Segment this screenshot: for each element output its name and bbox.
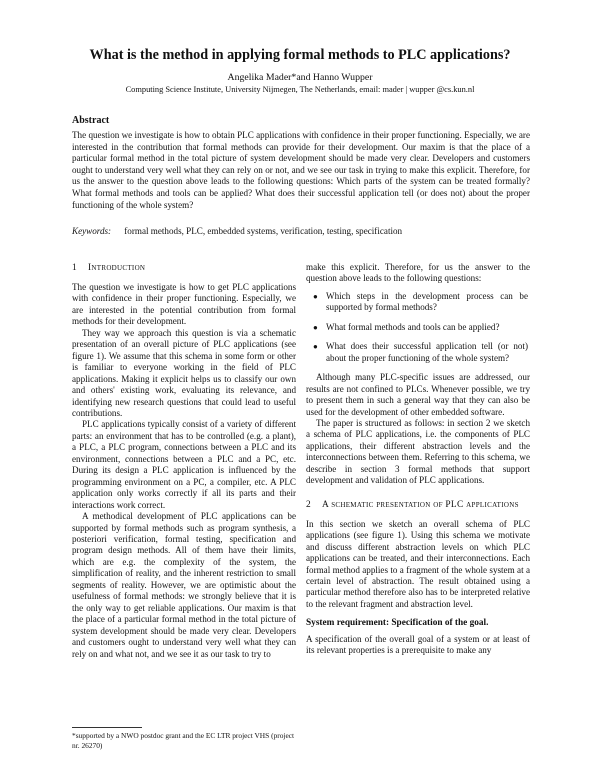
section-1-title: Introduction: [88, 263, 146, 273]
section-2-title: A schematic presentation of PLC applications: [322, 499, 519, 510]
paper-authors: Angelika Mader*and Hanno Wupper: [227, 72, 373, 83]
section-1-number: 1: [72, 263, 77, 273]
paper-title: What is the method in applying formal methods to PLC applications?: [89, 47, 511, 63]
structure-paragraph: The paper is structured as follows: in section 2 we sketch a schema of PLC applications, i.e. the components of PLC applications, their different abstraction levels and the interconnections between them. Referring to this schema, we describe in section 3 formal methods that support development and validation of PLC applications.: [306, 417, 530, 486]
keywords-label: Keywords:: [72, 226, 112, 236]
footnote: *supported by a NWO postdoc grant and the EC LTR project VHS (project nr. 26270): [72, 731, 295, 750]
section-2-paragraph: In this section we sketch an overall schema of PLC applications (see figure 1). Using this schema we motivate and discuss different abstraction levels on which PLC applications can be treated, and their interconnections. Each formal method applies to a fragment of the whole system at a certain level of abstraction. The result obtained using a particular method therefore also has to be interpreted relative to the relevant fragment and abstraction level.: [306, 518, 530, 609]
question-list: [306, 291, 530, 364]
system-requirement-paragraph: A specification of the overall goal of a system or at least of its relevant properties is a prerequisite to make any: [306, 633, 530, 656]
section-2-number: 2: [306, 499, 311, 510]
keywords-line: [72, 226, 530, 238]
intro-paragraph-3: PLC applications typically consist of a variety of different parts: an environment that has to be controlled (e.g. a plant), a PLC, a PLC program, connections between a PLC and its environment, connections between a PLC and a PC, etc. During its design a PLC application is influenced by the programming environment on a PC, a compiler, etc. A PLC application only works correctly if all its parts and their interactions work correct.: [72, 419, 296, 510]
keywords-text: formal methods, PLC, embedded systems, verification, testing, specification: [124, 226, 403, 236]
intro-continuation: make this explicit. Therefore, for us the answer to the question above leads to the following questions:: [306, 262, 530, 284]
question-item: ● What formal methods and tools can be applied?: [313, 321, 500, 332]
question-item: ● Which steps in the development process can be supported by formal methods?: [313, 290, 528, 313]
question-item: ● What does their successful application tell (or not) about the proper functioning of the whole system?: [313, 341, 528, 363]
intro-paragraph-1: The question we investigate is how to get PLC applications with confidence in their proper functioning. Especially, we are interested in the potential contribution from formal methods for their development.: [72, 282, 296, 327]
intro-paragraph-4: A methodical development of PLC applications can be supported by formal methods such as program synthesis, a posteriori verification, formal testing, specification and program design methods. All of them have their limits, which are e.g. the complexity of the system, the simplification of reality, and the inherent restriction to small segments of reality. However, we are optimistic about the usefulness of formal methods: we strongly believe that it is the only way to get reliable applications. Our maxim is that the place of a particular formal method in the total picture of system development should be made very clear. Developers and customers ought to understand very well what they can rely on and what not, and we see it as our task to try to: [72, 511, 296, 659]
left-column: [72, 262, 296, 660]
intro-paragraph-2: They way we approach this question is via a schematic presentation of an overall picture of PLC applications (see figure 1). We assume that this schema in some form or other is familiar to everyone working in the field of PLC applications. Making it explicit helps us to classify our own and others' existing work, evaluating its relevance, and identifying new research questions that could lead to useful contributions.: [72, 327, 296, 418]
abstract-text: The question we investigate is how to obtain PLC applications with confidence in their proper functioning. Especially, we are interested in the contribution that formal methods can provide for their development. Our maxim is that the place of a particular formal method in the total picture of system development should be made very clear. Developers and customers ought to understand very well what they can rely on or not, and we see our task in trying to make this explicit. Therefore, for us the answer to the question above leads to the following questions: Which parts of the system can be treated formally? What formal methods and tools can be applied? What does their successful application tell (or does not) about the proper functioning of the whole system?: [72, 130, 530, 210]
scope-paragraph: Although many PLC-specific issues are addressed, our results are not confined to PLCs. Whenever possible, we try to present them in such a general way that they can also be used for the development of other embedded software.: [306, 372, 530, 417]
footnote-divider: [72, 727, 142, 728]
bullet-icon: ●: [313, 342, 318, 352]
paper-affiliation: Computing Science Institute, University Nijmegen, The Netherlands, email: mader | wupper @cs.kun.nl: [125, 85, 475, 94]
bullet-icon: ●: [313, 291, 318, 301]
bullet-icon: ●: [313, 322, 318, 332]
right-column: [306, 262, 530, 657]
section-2-heading: [306, 499, 530, 511]
section-1-heading: [72, 262, 296, 274]
system-requirement-subheading: System requirement: Specification of the goal.: [306, 618, 489, 629]
abstract-heading: Abstract: [72, 115, 110, 126]
